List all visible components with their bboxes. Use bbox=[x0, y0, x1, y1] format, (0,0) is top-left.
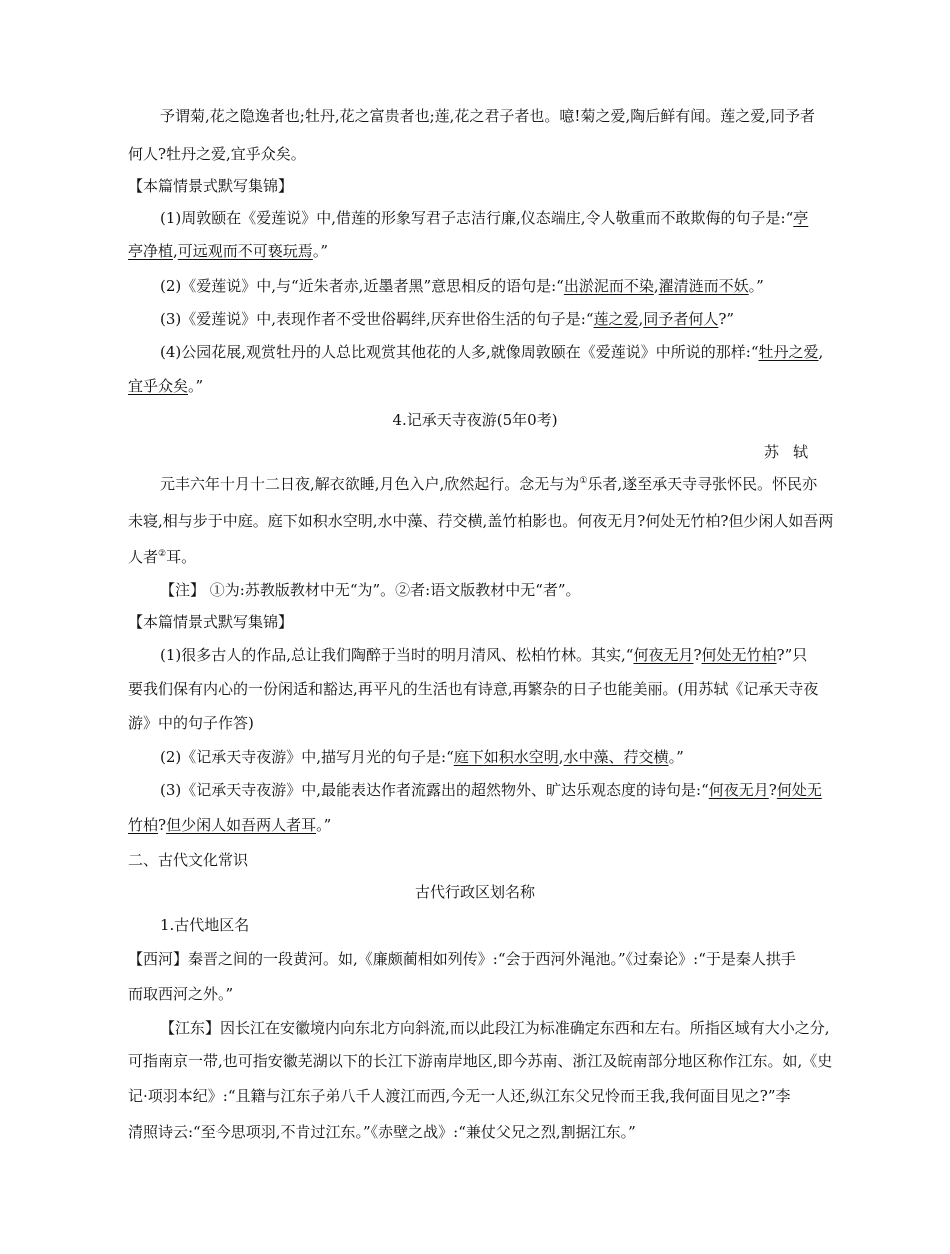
text-line: 予谓菊,花之隐逸者也;牡丹,花之富贵者也;莲,花之君子者也。噫!菊之爱,陶后鲜有闻。莲之爱,同予者 bbox=[160, 107, 815, 125]
answer: 可远观而不可亵玩焉 bbox=[177, 242, 313, 260]
text-line: 何人?牡丹之爱,宜乎众矣。 bbox=[128, 145, 306, 163]
question-1-cont: 亭净植,可远观而不可亵玩焉。” bbox=[128, 242, 328, 260]
question-4: (4)公园花展,观赏牡丹的人总比观赏其他花的人多,就像周敦颐在《爱莲说》中所说的那样:“牡丹之爱, bbox=[160, 343, 824, 361]
answer: 何处无 bbox=[776, 781, 822, 799]
question-text: (3)《爱莲说》中,表现作者不受世俗羁绊,厌弃世俗生活的句子是:“ bbox=[160, 310, 594, 328]
answer: 濯清涟而不妖 bbox=[658, 277, 749, 295]
question-3: (3)《记承天寺夜游》中,最能表达作者流露出的超然物外、旷达乐观态度的诗句是:“何夜无月?何处无 bbox=[160, 781, 822, 799]
text-line: 而取西河之外。” bbox=[128, 985, 234, 1003]
footnote-marker: ① bbox=[579, 476, 588, 486]
answer: 牡丹之爱 bbox=[758, 343, 819, 361]
note: 【注】 ①为:苏教版教材中无“为”。②者:语文版教材中无“者”。 bbox=[160, 581, 581, 599]
question-text: (1)很多古人的作品,总让我们陶醉于当时的明月清风、松柏竹林。其实,“ bbox=[160, 646, 634, 664]
text-line: 记·项羽本纪》:“且籍与江东子弟八千人渡江而西,今无一人还,纵江东父兄怜而王我,我何面目见之?”李 bbox=[128, 1087, 791, 1105]
answer: 出淤泥而不染 bbox=[563, 277, 654, 295]
answer: 竹柏 bbox=[128, 816, 159, 834]
question-text: (3)《记承天寺夜游》中,最能表达作者流露出的超然物外、旷达乐观态度的诗句是:“ bbox=[160, 781, 709, 799]
text-line: 游》中的句子作答) bbox=[128, 714, 254, 732]
section-heading: 【本篇情景式默写集锦】 bbox=[128, 613, 294, 631]
answer: 但少闲人如吾两人者耳 bbox=[166, 816, 317, 834]
answer: 莲之爱 bbox=[593, 310, 639, 328]
footnote-marker: ② bbox=[158, 549, 167, 559]
question-3: (3)《爱莲说》中,表现作者不受世俗羁绊,厌弃世俗生活的句子是:“莲之爱,同予者何人?” bbox=[160, 310, 735, 328]
answer: 亭 bbox=[793, 209, 809, 227]
subsection-title: 古代行政区划名称 bbox=[414, 883, 535, 901]
answer: 何夜无月 bbox=[633, 646, 694, 664]
answer: 何夜无月 bbox=[708, 781, 769, 799]
answer: 何处无竹柏 bbox=[701, 646, 777, 664]
answer: 同予者何人 bbox=[643, 310, 719, 328]
question-1: (1)很多古人的作品,总让我们陶醉于当时的明月清风、松柏竹林。其实,“何夜无月?何处无竹柏?”只 bbox=[160, 646, 808, 664]
text-line: 元丰六年十月十二日夜,解衣欲睡,月色入户,欣然起行。念无与为①乐者,遂至承天寺寻张怀民。怀民亦 bbox=[160, 475, 818, 493]
text-line: 未寝,相与步于中庭。庭下如积水空明,水中藻、荇交横,盖竹柏影也。何夜无月?何处无竹柏?但少闲人如吾两 bbox=[128, 512, 834, 530]
text-line: 人者②耳。 bbox=[128, 548, 197, 566]
section-heading: 【本篇情景式默写集锦】 bbox=[128, 177, 294, 195]
answer: 宜乎众矣 bbox=[128, 377, 189, 395]
text-line: 清照诗云:“至今思项羽,不肯过江东。”《赤壁之战》:“兼仗父兄之烈,割据江东。” bbox=[128, 1123, 636, 1141]
answer: 庭下如积水空明 bbox=[453, 748, 559, 766]
entry-jiangdong: 【江东】因长江在安徽境内向东北方向斜流,而以此段江为标准确定东西和左右。所指区域有大小之分, bbox=[160, 1019, 830, 1037]
question-text: (2)《记承天寺夜游》中,描写月光的句子是:“ bbox=[160, 748, 454, 766]
text-line: 要我们保有内心的一份闲适和豁达,再平凡的生活也有诗意,再繁杂的日子也能美丽。(用苏轼《记承天寺夜 bbox=[128, 680, 819, 698]
author: 苏轼 bbox=[763, 443, 822, 461]
poem-title: 4.记承天寺夜游(5年0考) bbox=[392, 411, 558, 429]
question-2: (2)《记承天寺夜游》中,描写月光的句子是:“庭下如积水空明,水中藻、荇交横。” bbox=[160, 748, 684, 766]
question-3-cont: 竹柏?但少闲人如吾两人者耳。” bbox=[128, 816, 332, 834]
question-2: (2)《爱莲说》中,与“近朱者赤,近墨者黑”意思相反的语句是:“出淤泥而不染,濯清涟而不妖。” bbox=[160, 277, 764, 295]
question-text: (1)周敦颐在《爱莲说》中,借莲的形象写君子志洁行廉,仪态端庄,令人敬重而不敢欺侮的句子是:“ bbox=[160, 209, 794, 227]
subheading: 1.古代地区名 bbox=[160, 916, 250, 934]
question-text: (2)《爱莲说》中,与“近朱者赤,近墨者黑”意思相反的语句是:“ bbox=[160, 277, 564, 295]
answer: 亭净植 bbox=[128, 242, 174, 260]
text-line: 可指南京一带,也可指安徽芜湖以下的长江下游南岸地区,即今苏南、浙江及皖南部分地区称作江东。如,《史 bbox=[128, 1052, 833, 1070]
answer: 水中藻、荇交横 bbox=[563, 748, 669, 766]
question-text: (4)公园花展,观赏牡丹的人总比观赏其他花的人多,就像周敦颐在《爱莲说》中所说的那样:“ bbox=[160, 343, 759, 361]
question-1 bbox=[160, 208, 808, 228]
entry-xihe: 【西河】秦晋之间的一段黄河。如,《廉颇蔺相如列传》:“会于西河外渑池。”《过秦论》:“于是秦人拱手 bbox=[128, 950, 796, 968]
section-title: 二、古代文化常识 bbox=[128, 851, 249, 869]
question-4-cont: 宜乎众矣。” bbox=[128, 377, 204, 395]
